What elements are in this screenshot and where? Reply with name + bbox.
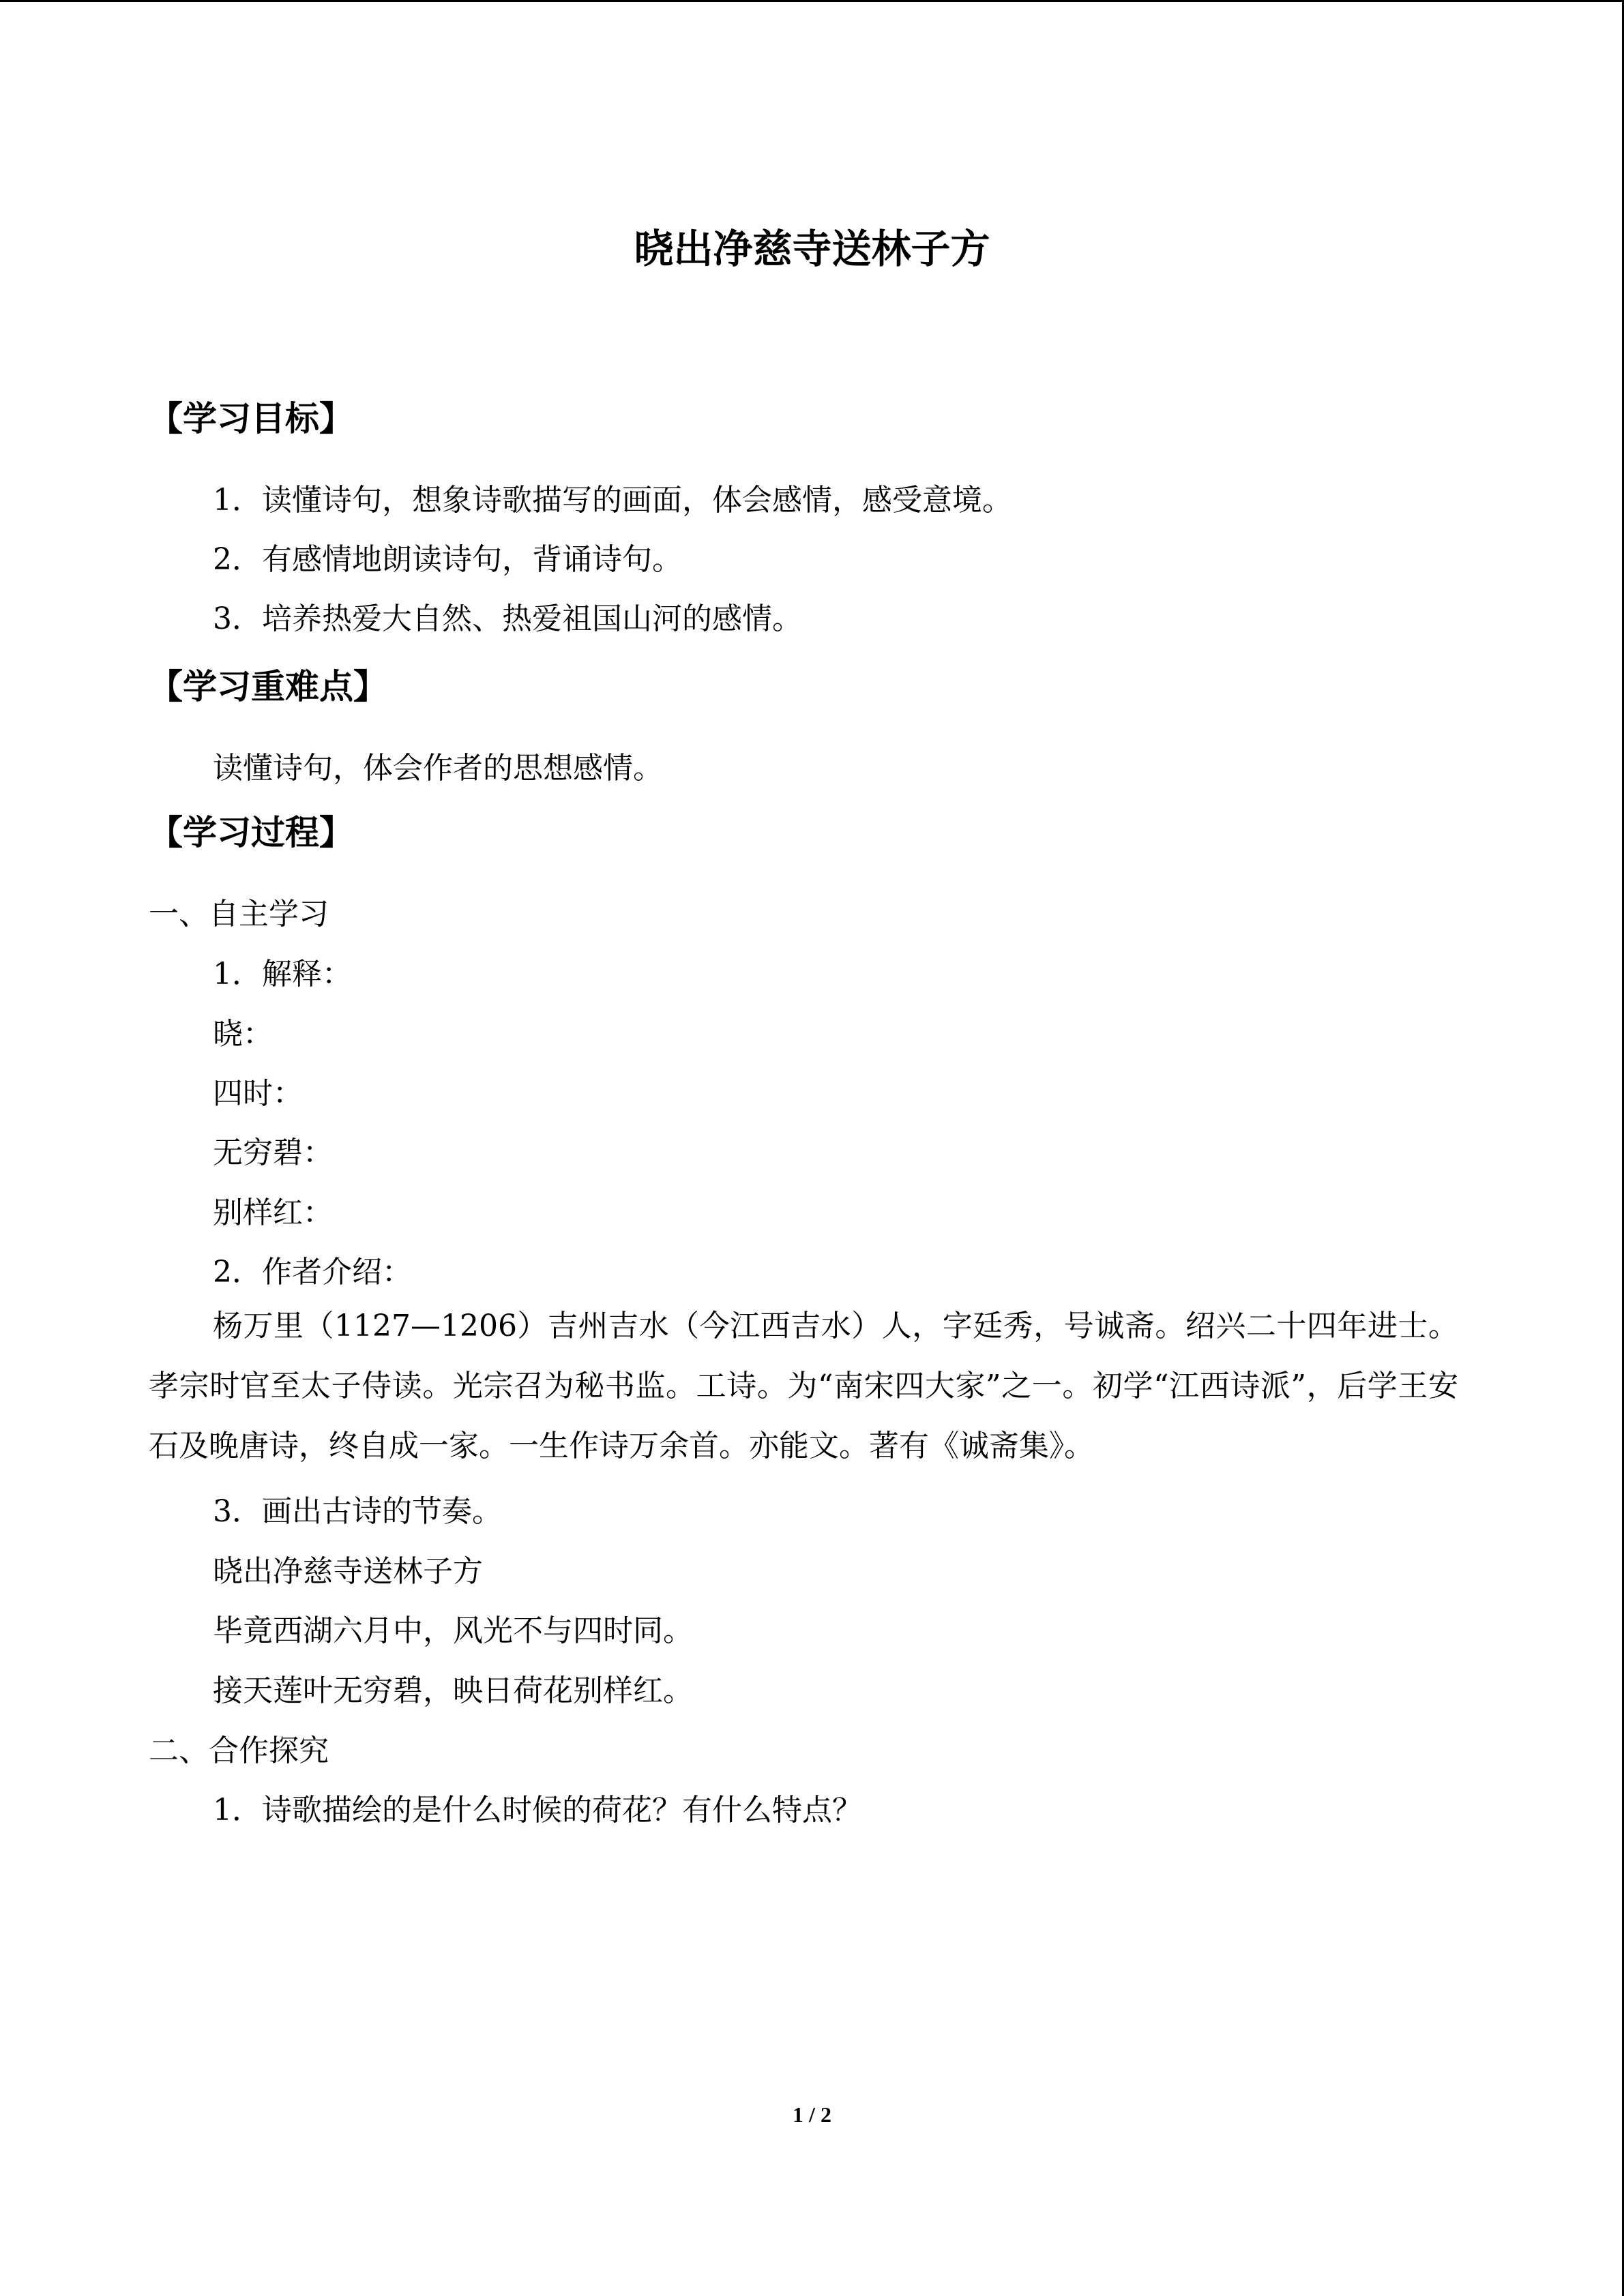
objective-item-1: 1．读懂诗句，想象诗歌描写的画面，体会感情，感受意境。 bbox=[213, 483, 1012, 518]
part1-title: 一、自主学习 bbox=[149, 897, 329, 931]
rhythm-label: 3．画出古诗的节奏。 bbox=[213, 1494, 502, 1529]
page-border-top bbox=[0, 0, 1624, 2]
term-sishi: 四时： bbox=[213, 1076, 303, 1111]
poem-line-2: 接天莲叶无穷碧，映日荷花别样红。 bbox=[213, 1673, 693, 1708]
explain-label: 1．解释： bbox=[213, 957, 352, 992]
objective-item-2: 2．有感情地朗读诗句，背诵诗句。 bbox=[213, 542, 682, 577]
key-points-text: 读懂诗句，体会作者的思想感情。 bbox=[213, 751, 663, 786]
author-paragraph: 杨万里（1127—1206）吉州吉水（今江西吉水）人，字廷秀，号诚斋。绍兴二十四年进士。孝宗时官至太子侍读。光宗召为秘书监。工诗。为“南宋四大家”之一。初学“江西诗派”，后学王安石及晚唐诗，终自成一家。一生作诗万余首。亦能文。著有《诚斋集》。 bbox=[149, 1309, 1458, 1463]
question-1: 1．诗歌描绘的是什么时候的荷花？有什么特点？ bbox=[213, 1793, 862, 1828]
objectives-heading: 【学习目标】 bbox=[149, 399, 353, 438]
document-title: 晓出净慈寺送林子方 bbox=[634, 226, 990, 272]
term-xiao: 晓： bbox=[213, 1017, 273, 1052]
author-label: 2．作者介绍： bbox=[213, 1255, 412, 1289]
poem-line-1: 毕竟西湖六月中，风光不与四时同。 bbox=[213, 1613, 693, 1648]
key-points-heading: 【学习重难点】 bbox=[149, 667, 387, 706]
term-bieyanghong: 别样红： bbox=[213, 1195, 333, 1230]
objective-item-3: 3．培养热爱大自然、热爱祖国山河的感情。 bbox=[213, 601, 802, 636]
page-number: 1 / 2 bbox=[793, 2102, 831, 2127]
poem-title: 晓出净慈寺送林子方 bbox=[213, 1554, 483, 1589]
term-wuqiongbi: 无穷碧： bbox=[213, 1135, 333, 1170]
process-heading: 【学习过程】 bbox=[149, 813, 353, 852]
part2-title: 二、合作探究 bbox=[149, 1733, 329, 1768]
